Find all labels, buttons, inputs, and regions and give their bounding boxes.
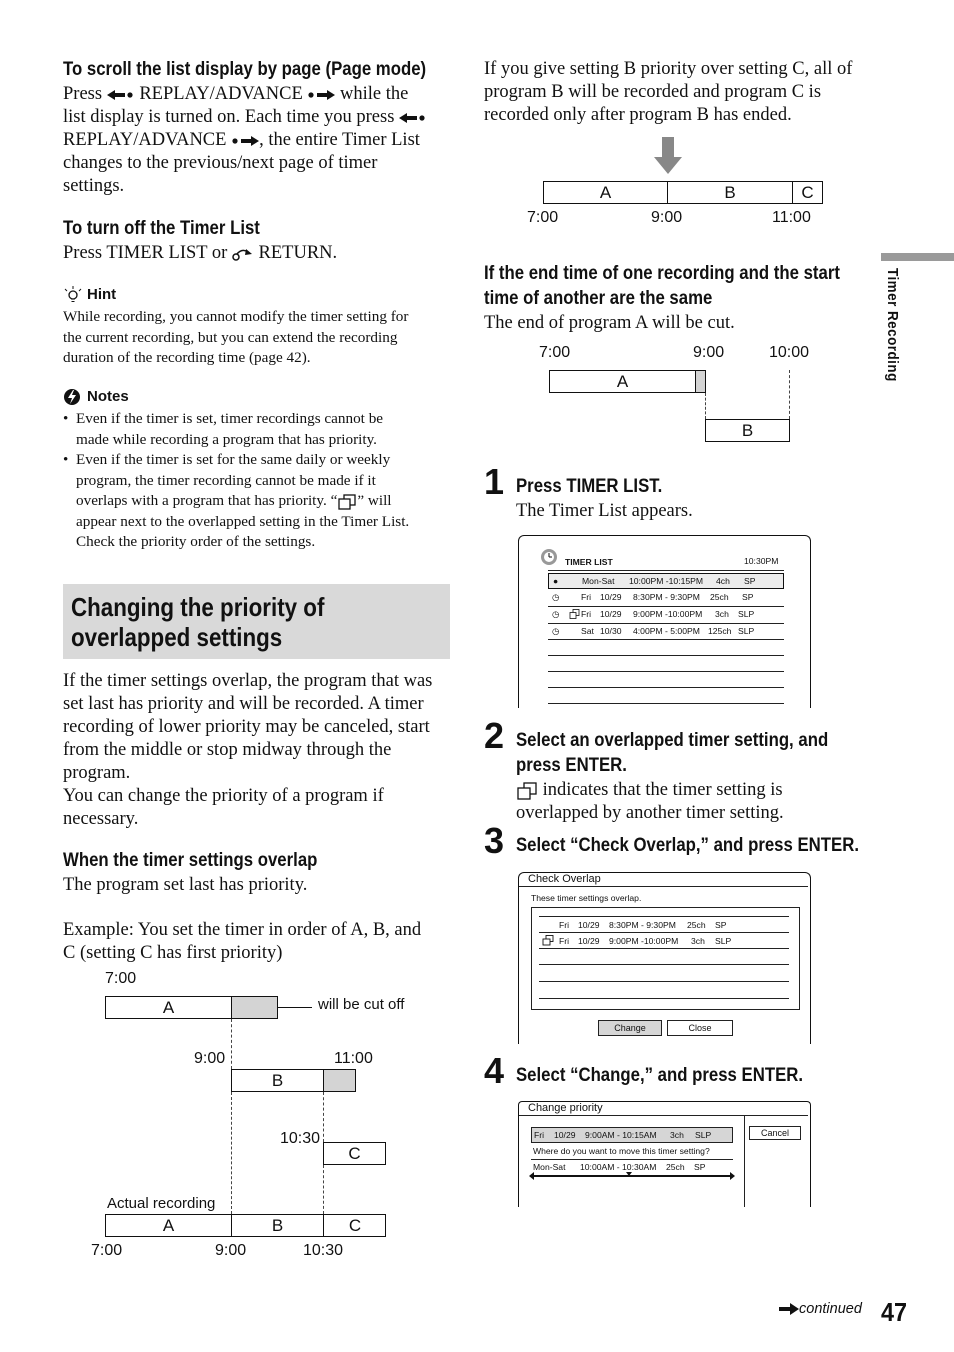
change-button[interactable]: Change <box>598 1020 662 1036</box>
row-ch: 3ch <box>715 609 729 619</box>
bottom-tick-900: 9:00 <box>215 1242 247 1259</box>
d2-tick-1100: 11:00 <box>772 209 811 226</box>
same-time-heading-l2: time of another are the same <box>484 287 713 309</box>
row-day: Fri <box>559 936 570 946</box>
timer-list-screen <box>518 535 811 708</box>
overlap-row[interactable] <box>539 934 789 949</box>
advance-arrow-icon <box>231 135 259 147</box>
row-date: 10/29 <box>554 1130 576 1140</box>
actual-recording-label: Actual recording <box>107 1195 216 1212</box>
row-time: 8:30PM - 9:30PM <box>609 920 676 930</box>
check-overlap-screen <box>518 872 811 1044</box>
hint-header <box>63 286 116 304</box>
continued-label <box>779 1301 862 1317</box>
row-ch: 125ch <box>708 626 732 636</box>
guide-1030-b <box>323 1165 324 1214</box>
tick-900: 9:00 <box>194 1050 226 1067</box>
note2-l2: program, the timer recording cannot be made if it <box>76 471 376 489</box>
row-mode: SP <box>742 592 754 602</box>
priority-l1: If you give setting B priority over setting C, all of <box>484 59 853 79</box>
bar-a <box>105 996 278 1019</box>
bottom-tick-1030: 10:30 <box>303 1242 344 1259</box>
d3-bar-b <box>705 419 790 442</box>
clock-icon: ◷ <box>552 609 560 619</box>
timer-row[interactable] <box>548 624 784 640</box>
row-mode: SLP <box>738 626 755 636</box>
step2-t2: overlapped by another timer setting. <box>516 803 784 823</box>
notes-list <box>63 409 409 553</box>
tick-1100: 11:00 <box>334 1050 373 1067</box>
row-time: 9:00PM -10:00PM <box>609 936 679 946</box>
intro-l4: from the middle or stop midway through the <box>63 740 392 760</box>
step2-title <box>516 728 828 778</box>
check-overlap-message: These timer settings overlap. <box>531 893 642 903</box>
row-day: Mon-Sat <box>533 1162 566 1172</box>
same-time-heading-l1: If the end time of one recording and the start <box>484 262 840 284</box>
row-day: Mon-Sat <box>582 576 615 586</box>
row-date: 10/29 <box>600 609 622 619</box>
row-date: 10/29 <box>578 920 600 930</box>
page-number: 47 <box>881 1297 908 1327</box>
row-time: 10:00PM -10:15PM <box>629 576 704 586</box>
d3-tick-700: 7:00 <box>539 344 571 361</box>
step1-text: The Timer List appears. <box>516 501 693 521</box>
turn-off-heading: To turn off the Timer List <box>63 217 260 239</box>
page-mode-l3b: , the entire Timer List <box>259 130 420 150</box>
actual-c: C <box>348 1215 362 1235</box>
cut-off-label: will be cut off <box>318 996 405 1013</box>
notes-label: Notes <box>87 388 129 405</box>
actual-a: A <box>106 1215 232 1236</box>
timer-row-selected[interactable] <box>548 573 784 589</box>
row-ch: 4ch <box>716 576 730 586</box>
lightbulb-icon <box>63 286 83 304</box>
d3-bar-a <box>549 370 706 393</box>
row-mode: SLP <box>715 936 732 946</box>
d3-tick-1000: 10:00 <box>769 344 810 361</box>
hint-l2: the current recording, but you can extend the recording <box>63 328 398 346</box>
intro-l6: You can change the priority of a program if <box>63 786 384 806</box>
hint-label: Hint <box>87 286 117 303</box>
intro-paragraph <box>63 670 432 831</box>
row-ch: 3ch <box>670 1130 684 1140</box>
bar-c <box>323 1142 386 1165</box>
d2-c: C <box>801 182 814 202</box>
continued-text: continued <box>799 1301 862 1317</box>
divider <box>744 1115 745 1207</box>
page-mode-heading: To scroll the list display by page (Page mode) <box>63 58 427 80</box>
guide-1030 <box>323 1092 324 1142</box>
row-day: Fri <box>559 920 570 930</box>
row-day: Fri <box>581 609 592 619</box>
turn-off-text-b: RETURN. <box>258 243 338 263</box>
row-mode: SLP <box>695 1130 712 1140</box>
timer-list-title: TIMER LIST <box>565 557 613 567</box>
note2-l3a: overlaps with a program that has priority. “ <box>76 492 338 509</box>
d2-a: A <box>544 182 668 203</box>
bar-b <box>231 1069 356 1092</box>
bar-a-label: A <box>106 997 232 1018</box>
clock-icon: ◷ <box>552 626 560 636</box>
note-item: • Even if the timer is set, timer recordings cannot be <box>63 410 384 427</box>
row-time: 4:00PM - 5:00PM <box>633 626 700 636</box>
row-day: Fri <box>581 592 592 602</box>
note2-l3b: ” will <box>357 492 392 509</box>
d3-b: B <box>741 420 754 440</box>
row-mode: SP <box>694 1162 706 1172</box>
row-day: Sat <box>581 626 594 636</box>
step2-t1: indicates that the timer setting is <box>542 780 783 800</box>
overlap-heading: When the timer settings overlap <box>63 849 318 871</box>
page-mode-l2a: list display is turned on. Each time you press <box>63 107 395 127</box>
note-item: • Even if the timer is set for the same daily or weekly <box>63 451 391 468</box>
replay-arrow-icon <box>107 89 135 101</box>
page-mode-text <box>63 83 463 198</box>
actual-recording-bar <box>105 1214 386 1237</box>
overlap-list-box <box>531 907 800 1010</box>
note2-l5: Check the priority order of the settings. <box>76 533 316 550</box>
row-day: Fri <box>534 1130 545 1140</box>
note1-l2: made while recording a program that has priority. <box>76 430 377 448</box>
row-mode: SP <box>744 576 756 586</box>
replay-arrow-icon <box>399 112 427 124</box>
notes-header <box>63 388 129 406</box>
step1-number: 1 <box>484 461 505 502</box>
bar-a-cut <box>232 997 277 1018</box>
tick-700: 7:00 <box>105 970 137 987</box>
row-time: 9:00PM -10:00PM <box>633 609 703 619</box>
row-ch: 3ch <box>691 936 705 946</box>
hint-l3: duration of the recording time (page 42). <box>63 349 311 366</box>
priority-l2: program B will be recorded and program C is <box>484 82 822 102</box>
record-dot-icon: ● <box>553 576 559 586</box>
row-date: 10/29 <box>600 592 622 602</box>
timer-row[interactable] <box>548 607 784 623</box>
timer-clock-icon <box>540 548 560 566</box>
continued-arrow-icon <box>779 1303 799 1315</box>
clock-icon: ◷ <box>552 592 560 602</box>
row-date: 10/30 <box>600 626 622 636</box>
cut-leader-line <box>278 1007 312 1008</box>
section-title-l1: Changing the priority of <box>71 592 325 622</box>
side-tab-bar <box>881 253 954 261</box>
note2-l4: appear next to the overlapped setting in the Timer List. <box>76 512 410 530</box>
move-question: Where do you want to move this timer setting? <box>533 1146 710 1156</box>
tick-1030: 10:30 <box>280 1130 321 1147</box>
section-title <box>71 592 324 652</box>
step2-title-l1: Select an overlapped timer setting, and <box>516 729 829 751</box>
check-overlap-title: Check Overlap <box>528 873 601 885</box>
page-mode-l4: changes to the previous/next page of timer <box>63 153 378 173</box>
intro-l5: program. <box>63 763 131 783</box>
d3-a-cut <box>695 371 705 392</box>
step1-title: Press TIMER LIST. <box>516 475 663 497</box>
cancel-button[interactable]: Cancel <box>749 1126 801 1140</box>
overlap-icon <box>516 782 538 800</box>
d3-tick-900: 9:00 <box>693 344 725 361</box>
step4-title: Select “Change,” and press ENTER. <box>516 1064 804 1086</box>
overlap-icon <box>337 494 357 510</box>
side-tab-label: Timer Recording <box>884 268 901 382</box>
timer-row[interactable] <box>548 590 784 606</box>
overlap-t3: C (setting C has first priority) <box>63 943 283 963</box>
down-arrow-icon <box>654 137 682 175</box>
overlap-t2: Example: You set the timer in order of A, B, and <box>63 920 422 940</box>
row-ch: 25ch <box>710 592 729 602</box>
overlap-icon <box>569 609 580 619</box>
return-icon <box>232 247 254 261</box>
d2-b: B <box>668 182 793 203</box>
step4-number: 4 <box>484 1050 505 1091</box>
step2-text <box>516 779 784 825</box>
d3-guide-1000 <box>789 370 790 419</box>
step3-number: 3 <box>484 820 505 861</box>
close-button[interactable]: Close <box>667 1020 733 1036</box>
intro-l7: necessary. <box>63 809 139 829</box>
guide-900 <box>231 1019 232 1069</box>
bar-b-label: B <box>232 1070 324 1091</box>
turn-off-text-a: Press TIMER LIST or <box>63 243 228 263</box>
actual-b: B <box>232 1215 324 1236</box>
priority-paragraph <box>484 58 852 127</box>
overlap-icon <box>542 935 554 946</box>
page-mode-l5: settings. <box>63 176 125 196</box>
row-time: 9:00AM - 10:15AM <box>585 1130 657 1140</box>
row-ch: 25ch <box>666 1162 685 1172</box>
advance-arrow-icon <box>307 89 335 101</box>
row-time: 8:30PM - 9:30PM <box>633 592 700 602</box>
page-mode-l1b: REPLAY/ADVANCE <box>139 84 303 104</box>
row-ch: 25ch <box>687 920 706 930</box>
step2-number: 2 <box>484 715 505 756</box>
intro-l2: set last has priority and will be recorded. A timer <box>63 694 424 714</box>
row-mode: SLP <box>738 609 755 619</box>
section-title-box <box>63 584 450 659</box>
row-mode: SP <box>715 920 727 930</box>
note2-l1: Even if the timer is set for the same daily or weekly <box>76 451 391 468</box>
row-date: 10/29 <box>578 936 600 946</box>
section-title-l2: overlapped settings <box>71 622 283 652</box>
row-time: 10:00AM - 10:30AM <box>580 1162 657 1172</box>
d3-guide-900 <box>705 393 706 419</box>
hint-text <box>63 307 408 369</box>
selected-setting-row[interactable] <box>531 1127 733 1143</box>
page-mode-l3a: REPLAY/ADVANCE <box>63 130 227 150</box>
d2-tick-700: 7:00 <box>527 209 559 226</box>
page-mode-l1a: Press <box>63 84 103 104</box>
intro-l3: recording of lower priority may be canceled, start <box>63 717 430 737</box>
overlap-t1: The program set last has priority. <box>63 875 308 895</box>
priority-l3: recorded only after program B has ended. <box>484 105 792 125</box>
change-priority-screen <box>518 1101 811 1207</box>
bar-b-cut <box>324 1070 355 1091</box>
same-time-heading <box>484 261 840 311</box>
d2-tick-900: 9:00 <box>651 209 683 226</box>
insert-position-line[interactable] <box>529 1171 735 1181</box>
change-priority-title: Change priority <box>528 1102 603 1114</box>
bottom-tick-700: 7:00 <box>91 1242 123 1259</box>
timer-list-clock: 10:30PM <box>744 556 779 566</box>
diagram2-bar <box>543 181 823 204</box>
step3-title: Select “Check Overlap,” and press ENTER. <box>516 834 859 856</box>
turn-off-text <box>63 242 337 265</box>
same-time-text: The end of program A will be cut. <box>484 313 735 333</box>
intro-l1: If the timer settings overlap, the program that was <box>63 671 433 691</box>
note1-l1: Even if the timer is set, timer recordings cannot be <box>76 410 384 427</box>
notes-icon <box>63 388 83 406</box>
d3-a: A <box>616 371 629 391</box>
step2-title-l2: press ENTER. <box>516 754 627 776</box>
page-mode-l1c: while the <box>340 84 409 104</box>
guide-900-b <box>231 1092 232 1214</box>
overlap-row[interactable] <box>539 918 789 933</box>
bar-c-label: C <box>348 1143 361 1163</box>
hint-l1: While recording, you cannot modify the timer setting for <box>63 308 409 325</box>
overlap-text <box>63 874 421 965</box>
